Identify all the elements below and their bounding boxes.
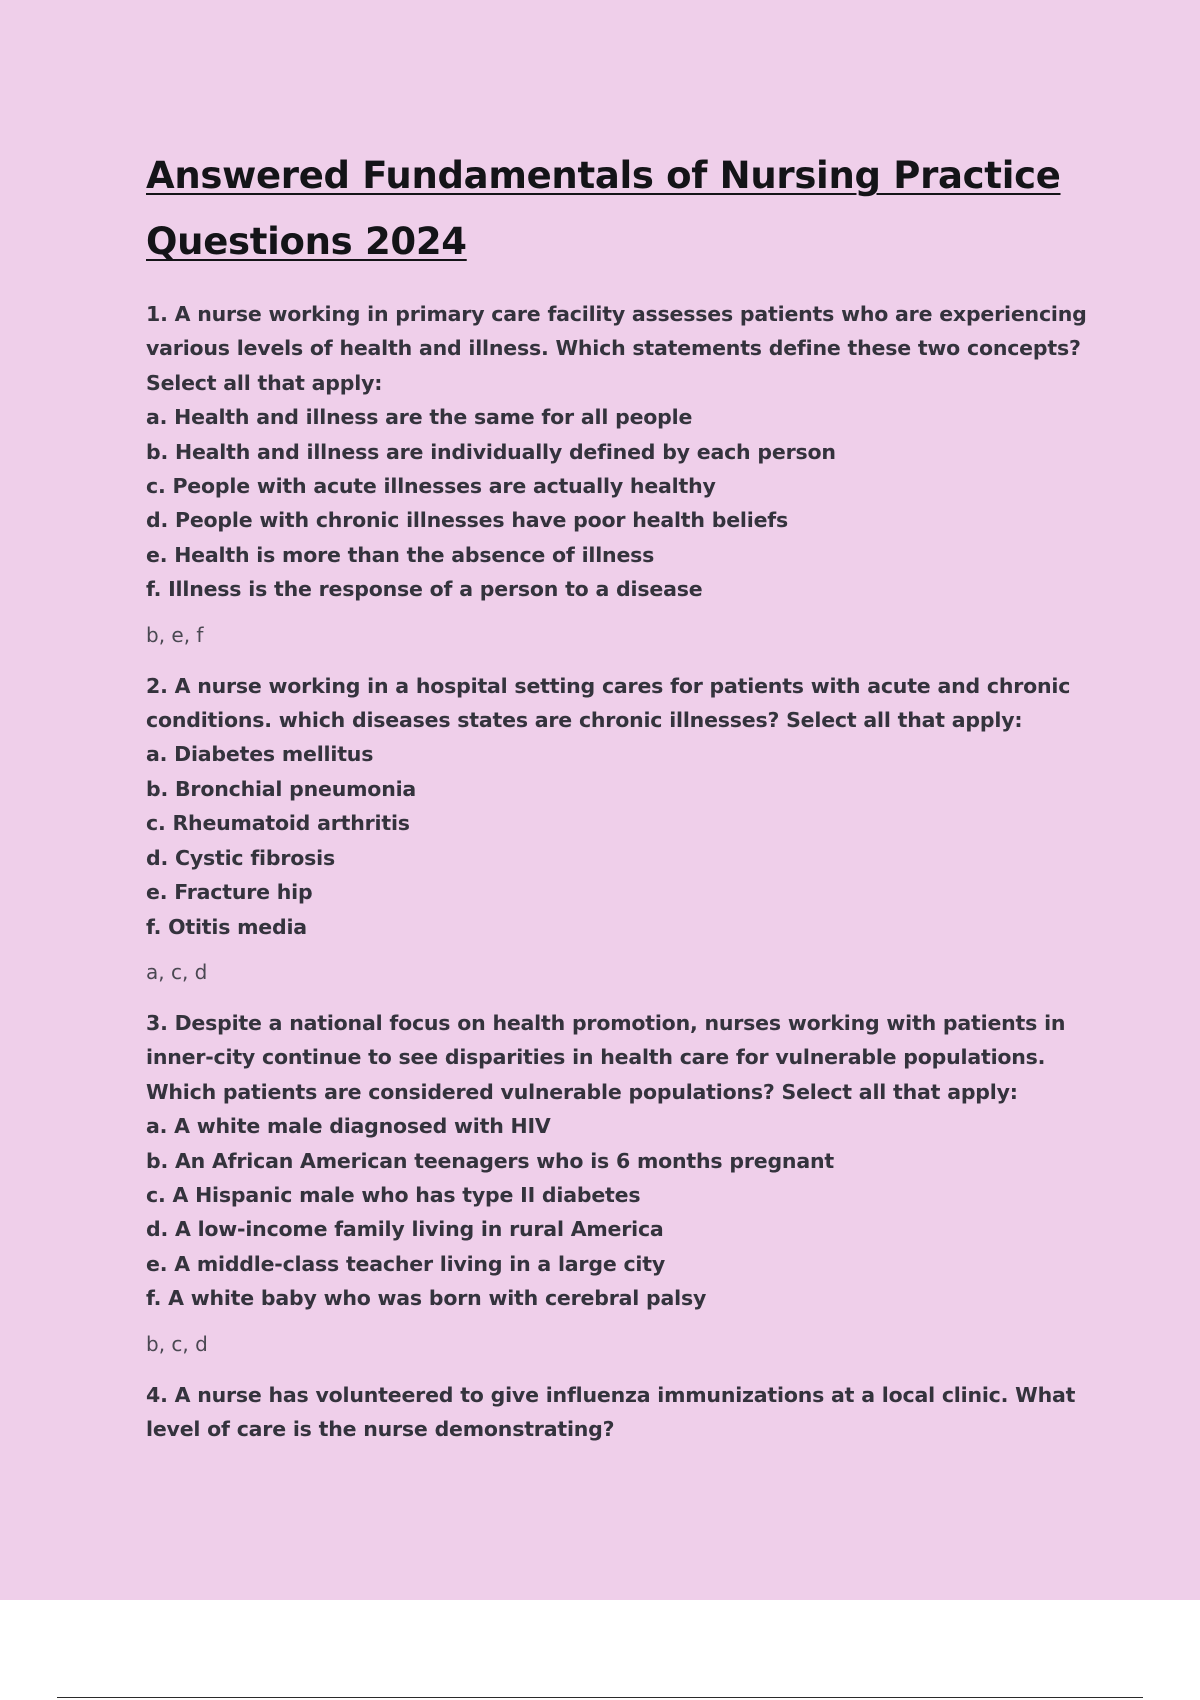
option-item: b. An African American teenagers who is 6 months pregnant [146,1148,834,1173]
option-item: d. A low-income family living in rural America [146,1217,664,1242]
option-item: b. Bronchial pneumonia [146,776,417,801]
question-block [146,669,1106,986]
answer-text: b, e, f [146,622,204,647]
document-title: Answered Fundamentals of Nursing Practice Questions 2024 [146,154,1061,263]
option-item: f. Otitis media [146,914,307,939]
question-block [146,1378,1106,1447]
option-list [146,1109,1106,1315]
question-stem: 3. Despite a national focus on health promotion, nurses working with patients in inner-city continue to see disparities in health care for vulnerable populations. Which patients are considered vulnerable populations? Select all that apply: [146,1010,1066,1104]
option-item: f. A white baby who was born with cerebral palsy [146,1286,707,1311]
option-item: d. People with chronic illnesses have poor health beliefs [146,508,788,533]
option-item: e. Health is more than the absence of illness [146,542,655,567]
option-item: c. A Hispanic male who has type II diabetes [146,1182,641,1207]
option-item: c. Rheumatoid arthritis [146,811,410,836]
option-item: a. Diabetes mellitus [146,742,374,767]
option-item: d. Cystic fibrosis [146,845,335,870]
option-item: b. Health and illness are individually defined by each person [146,439,836,464]
document-content [146,143,1106,1446]
question-block [146,1006,1106,1358]
option-item: a. Health and illness are the same for all people [146,405,693,430]
option-list [146,400,1106,606]
footer-divider [57,1697,1143,1698]
question-stem: 1. A nurse working in primary care facility assesses patients who are experiencing various levels of health and illness. Which statements define these two concepts? Select all that apply: [146,302,1087,395]
option-item: c. People with acute illnesses are actually healthy [146,474,716,499]
answer-text: a, c, d [146,959,208,984]
question-stem: 4. A nurse has volunteered to give influenza immunizations at a local clinic. What level of care is the nurse demonstrating? [146,1382,1076,1441]
question-block [146,297,1106,649]
option-item: e. Fracture hip [146,880,313,905]
answer-text: b, c, d [146,1331,208,1356]
option-item: a. A white male diagnosed with HIV [146,1114,551,1139]
question-stem: 2. A nurse working in a hospital setting cares for patients with acute and chronic conditions. which diseases states are chronic illnesses? Select all that apply: [146,673,1071,733]
option-item: e. A middle-class teacher living in a large city [146,1251,665,1276]
option-item: f. Illness is the response of a person to a disease [146,577,703,602]
option-list [146,737,1106,943]
